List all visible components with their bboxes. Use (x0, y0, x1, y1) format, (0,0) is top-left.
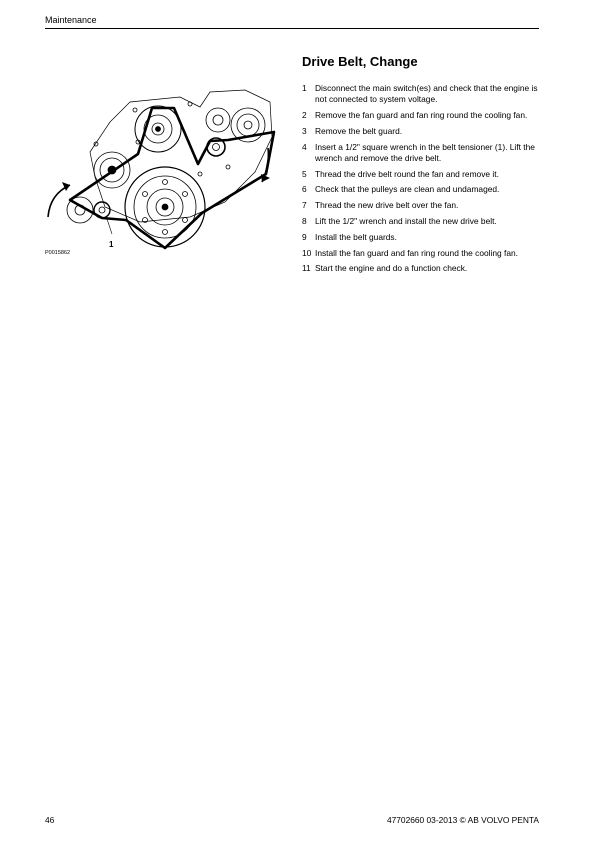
step-number: 4 (302, 141, 307, 152)
step-text: Disconnect the main switch(es) and check that the engine is not connected to system voltage. (315, 83, 538, 105)
step-number: 3 (302, 125, 307, 136)
list-item (302, 184, 542, 195)
step-text: Remove the belt guard. (315, 125, 403, 136)
step-text: Install the fan guard and fan ring round the cooling fan. (315, 247, 519, 258)
step-number: 1 (302, 83, 307, 93)
list-item (302, 248, 542, 259)
list-item (302, 110, 542, 121)
step-number: 11 (302, 263, 311, 274)
step-text: Lift the 1/2" wrench and install the new drive belt. (315, 215, 497, 226)
list-item (302, 216, 542, 227)
step-text: Thread the new drive belt over the fan. (315, 200, 459, 211)
belt-diagram-figure (40, 82, 280, 262)
page-number: 46 (45, 815, 55, 825)
list-item (302, 200, 542, 211)
list-item (302, 263, 542, 274)
step-number: 2 (302, 110, 307, 120)
belt-drive-illustration (40, 82, 280, 262)
step-number: 10 (302, 247, 312, 258)
publication-info: 47702660 03-2013 © AB VOLVO PENTA (386, 815, 539, 825)
figure-code: P0015862 (45, 250, 71, 256)
figure-callout-number: 1 (109, 240, 114, 249)
step-text: Install the belt guards. (315, 231, 397, 242)
list-item (302, 232, 542, 243)
step-text: Insert a 1/2" square wrench in the belt tensioner (1). Lift the wrench and remove the drive belt. (315, 141, 535, 163)
step-number: 5 (302, 168, 307, 179)
step-text: Start the engine and do a function check. (315, 263, 468, 274)
list-item (302, 83, 542, 105)
header-section-title: Maintenance (45, 15, 97, 25)
procedure-steps-list (302, 83, 542, 279)
step-text: Thread the drive belt round the fan and remove it. (315, 168, 499, 179)
page-title: Drive Belt, Change (302, 54, 418, 69)
header-rule (45, 28, 539, 29)
step-number: 9 (302, 231, 307, 242)
step-number: 8 (302, 215, 307, 226)
list-item (302, 142, 542, 164)
step-number: 6 (302, 184, 307, 195)
step-text: Check that the pulleys are clean and undamaged. (315, 184, 500, 195)
step-number: 7 (302, 200, 307, 211)
list-item (302, 126, 542, 137)
step-text: Remove the fan guard and fan ring round the cooling fan. (315, 110, 528, 120)
list-item (302, 169, 542, 180)
